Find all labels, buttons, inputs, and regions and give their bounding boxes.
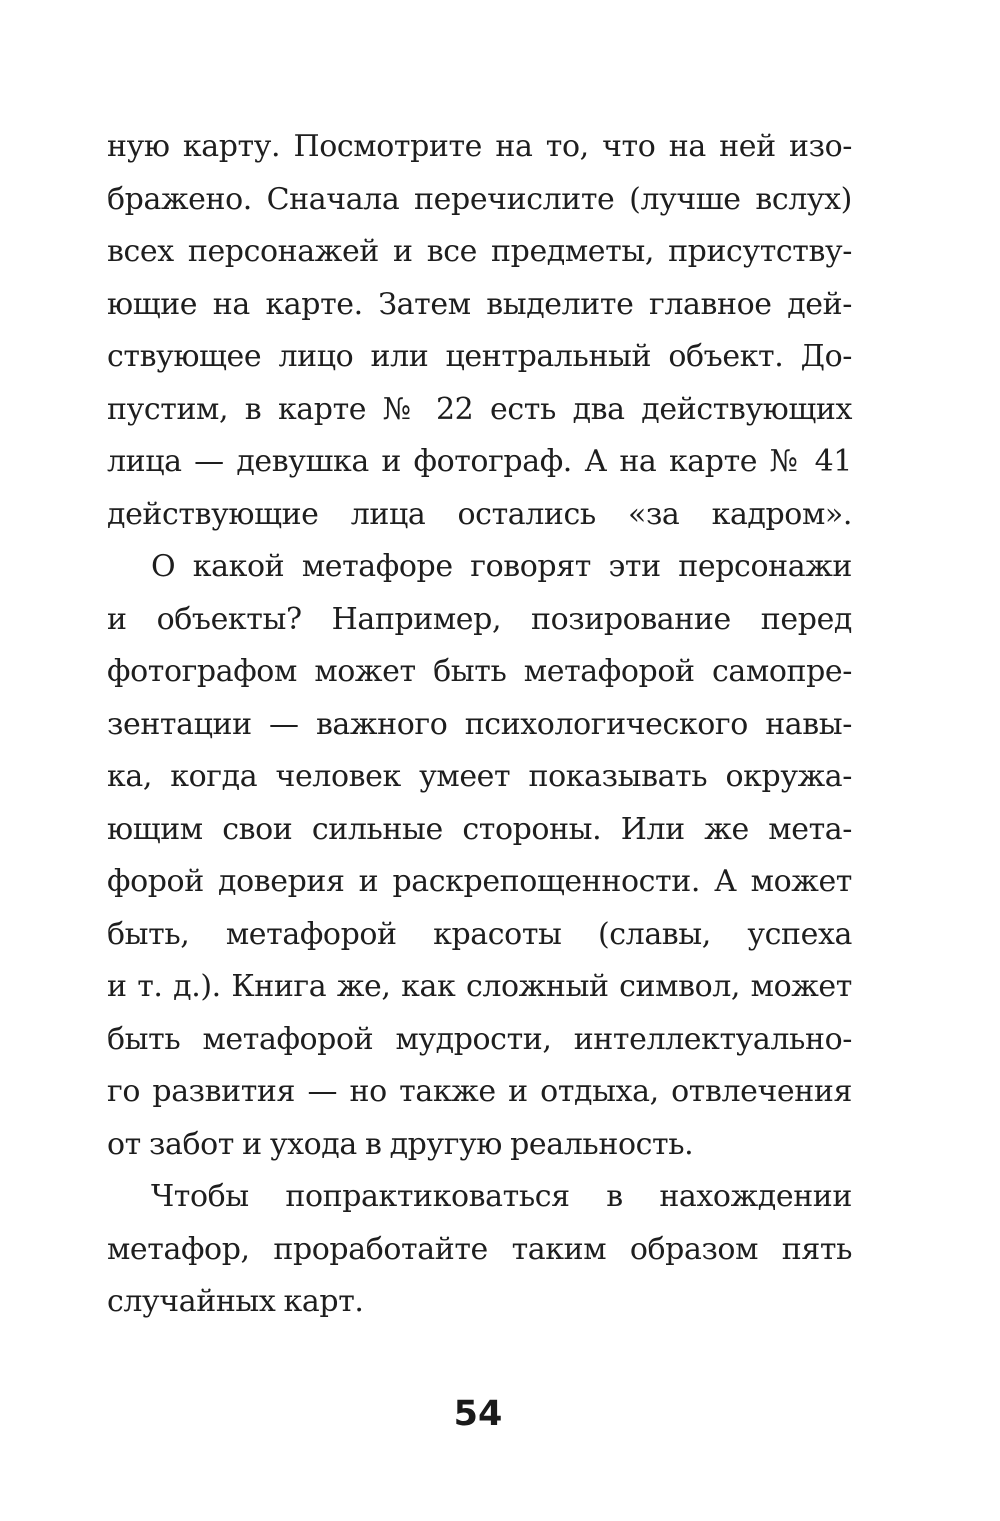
paragraph-1 [107, 121, 852, 541]
text-line: ющим свои сильные стороны. Или же мета- [107, 811, 852, 847]
page-number: 54 [453, 1394, 503, 1434]
text-line: и объекты? Например, позирование перед [107, 601, 852, 637]
text-line: всех персонажей и все предметы, присутству- [107, 234, 852, 269]
text-line: ную карту. Посмотрите на то, что на ней изо- [107, 129, 852, 164]
text-line: форой доверия и раскрепощенности. А может [107, 864, 852, 899]
text-line: лица — девушка и фотограф. А на карте № 41 [107, 444, 852, 479]
text-line: метафор, проработайте таким образом пять [107, 1231, 852, 1267]
text-line: быть метафорой мудрости, интеллектуально- [107, 1021, 852, 1057]
text-line: О какой метафоре говорят эти персонажи [151, 549, 852, 584]
text-line: ющие на карте. Затем выделите главное дей- [107, 286, 852, 322]
text-line: ствующее лицо или центральный объект. До- [107, 339, 852, 374]
text-line: быть, метафорой красоты (славы, успеха [107, 916, 852, 952]
text-line: бражено. Сначала перечислите (лучше вслух) [107, 181, 852, 217]
text-line: го развития — но также и отдыха, отвлечения [107, 1074, 852, 1109]
text-line: Чтобы попрактиковаться в нахождении [151, 1179, 852, 1214]
paragraph-3 [107, 1171, 852, 1329]
text-line: действующие лица остались «за кадром». [107, 496, 852, 532]
body-text [107, 121, 852, 1329]
text-line: зентации — важного психологического навы- [107, 706, 852, 742]
text-line: фотографом может быть метафорой самопре- [107, 654, 852, 689]
text-line: пустим, в карте № 22 есть два действующих [107, 391, 852, 427]
text-line: и т. д.). Книга же, как сложный символ, может [107, 969, 852, 1004]
text-line: от забот и ухода в другую реальность. [107, 1126, 694, 1162]
text-line: ка, когда человек умеет показывать окружа- [107, 759, 852, 794]
text-line: случайных карт. [107, 1284, 364, 1319]
paragraph-2 [107, 541, 852, 1171]
